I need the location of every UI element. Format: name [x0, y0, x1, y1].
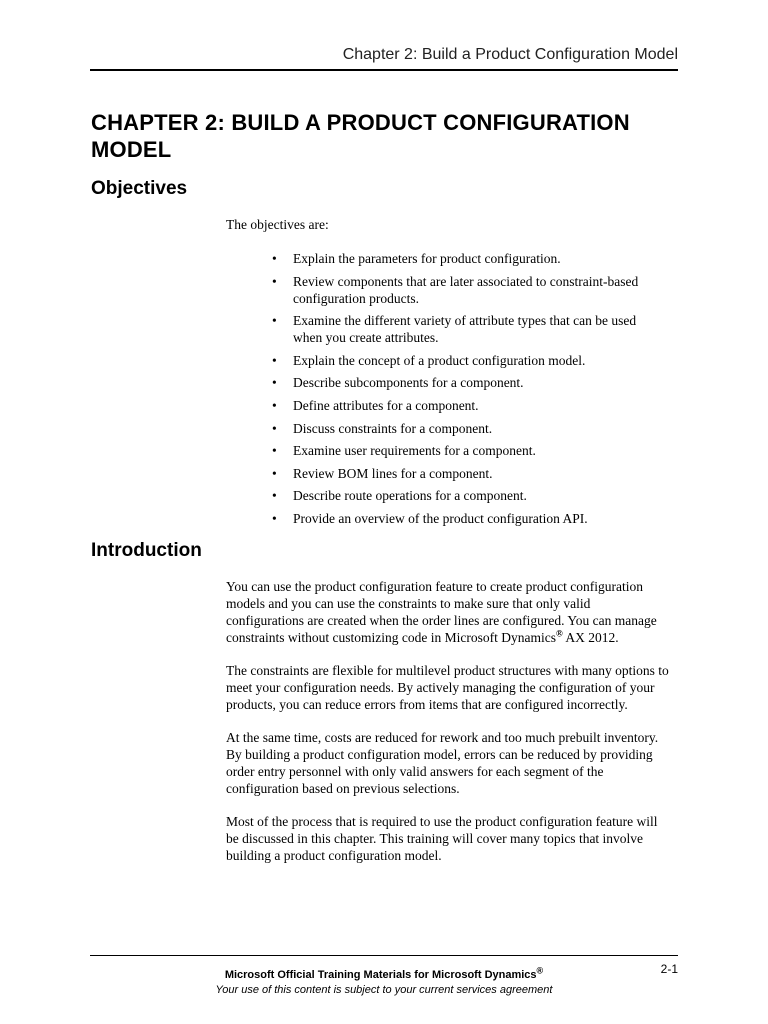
- header-rule: [90, 69, 678, 71]
- objective-text: Explain the concept of a product configuration model.: [293, 352, 586, 368]
- intro-paragraph-3: At the same time, costs are reduced for rework and too much prebuilt inventory. By building a product configuration model, errors can be reduced by providing order entry personnel with only valid answers for each segment of the configuration based on previous selections.: [226, 730, 659, 796]
- objective-text: Examine user requirements for a component.: [293, 443, 536, 459]
- objective-text: Provide an overview of the product configuration API.: [293, 510, 588, 526]
- list-item: [226, 420, 656, 437]
- list-item: [226, 397, 656, 414]
- running-header: Chapter 2: Build a Product Configuration Model: [342, 46, 678, 63]
- objectives-heading: Objectives: [91, 178, 188, 199]
- bullet-icon: •: [272, 510, 277, 526]
- objective-text: Review BOM lines for a component.: [293, 465, 493, 481]
- list-item: [226, 487, 656, 504]
- intro-paragraph-1-text: You can use the product configuration feature to create product configuration models and you can use the constraints to make sure that only valid configurations are created when the order lines are configured. You can manage constraints without customizing code in Microsoft Dynamics: [226, 579, 657, 645]
- intro-paragraph-4: Most of the process that is required to use the product configuration feature will be discussed in this chapter. This training will cover many topics that involve building a product configuration model.: [226, 814, 658, 863]
- footer-note: Your use of this content is subject to your current services agreement: [215, 984, 553, 996]
- bullet-icon: •: [272, 375, 277, 391]
- intro-paragraph-1-end: AX 2012.: [562, 630, 619, 645]
- bullet-icon: •: [272, 465, 277, 481]
- registered-mark: ®: [555, 628, 563, 639]
- footer-title-text: Microsoft Official Training Materials for Microsoft Dynamics: [224, 969, 537, 981]
- bullet-icon: •: [272, 352, 277, 368]
- intro-paragraph-1: [226, 578, 671, 646]
- objective-text: Discuss constraints for a component.: [293, 420, 493, 436]
- bullet-icon: •: [272, 443, 277, 459]
- bullet-icon: •: [272, 273, 277, 289]
- footer-rule: [90, 955, 678, 956]
- list-item: [226, 465, 656, 482]
- introduction-heading: Introduction: [91, 540, 202, 561]
- objective-text: Explain the parameters for product configuration.: [293, 251, 561, 266]
- objective-text: Describe route operations for a component.: [293, 488, 527, 504]
- list-item: [226, 442, 656, 459]
- objectives-list: [226, 250, 656, 533]
- list-item: [226, 312, 656, 346]
- objective-text: Examine the different variety of attribute types that can be used when you create attributes.: [293, 313, 637, 346]
- list-item: [226, 352, 656, 369]
- list-item: [226, 250, 656, 267]
- bullet-icon: •: [272, 420, 277, 436]
- bullet-icon: •: [272, 313, 277, 329]
- objective-text: Define attributes for a component.: [293, 397, 479, 413]
- footer-registered-mark: ®: [536, 965, 544, 976]
- objective-text: Describe subcomponents for a component.: [293, 375, 524, 391]
- bullet-icon: •: [272, 251, 277, 266]
- list-item: [226, 374, 656, 391]
- introduction-body: [226, 578, 671, 880]
- page-number: 2-1: [660, 962, 678, 976]
- bullet-icon: •: [272, 488, 277, 504]
- bullet-icon: •: [272, 397, 277, 413]
- intro-paragraph-2: The constraints are flexible for multilevel product structures with many options to meet your configuration needs. By actively managing the configuration of your products, you can reduce errors from items that are configured incorrectly.: [226, 663, 669, 712]
- objectives-intro: The objectives are:: [226, 217, 329, 232]
- objective-text: Review components that are later associated to constraint-based configuration products.: [293, 273, 639, 306]
- list-item: [226, 510, 656, 527]
- footer-title: [90, 965, 678, 982]
- chapter-title: CHAPTER 2: BUILD A PRODUCT CONFIGURATION MODEL: [91, 110, 630, 162]
- list-item: [226, 273, 656, 307]
